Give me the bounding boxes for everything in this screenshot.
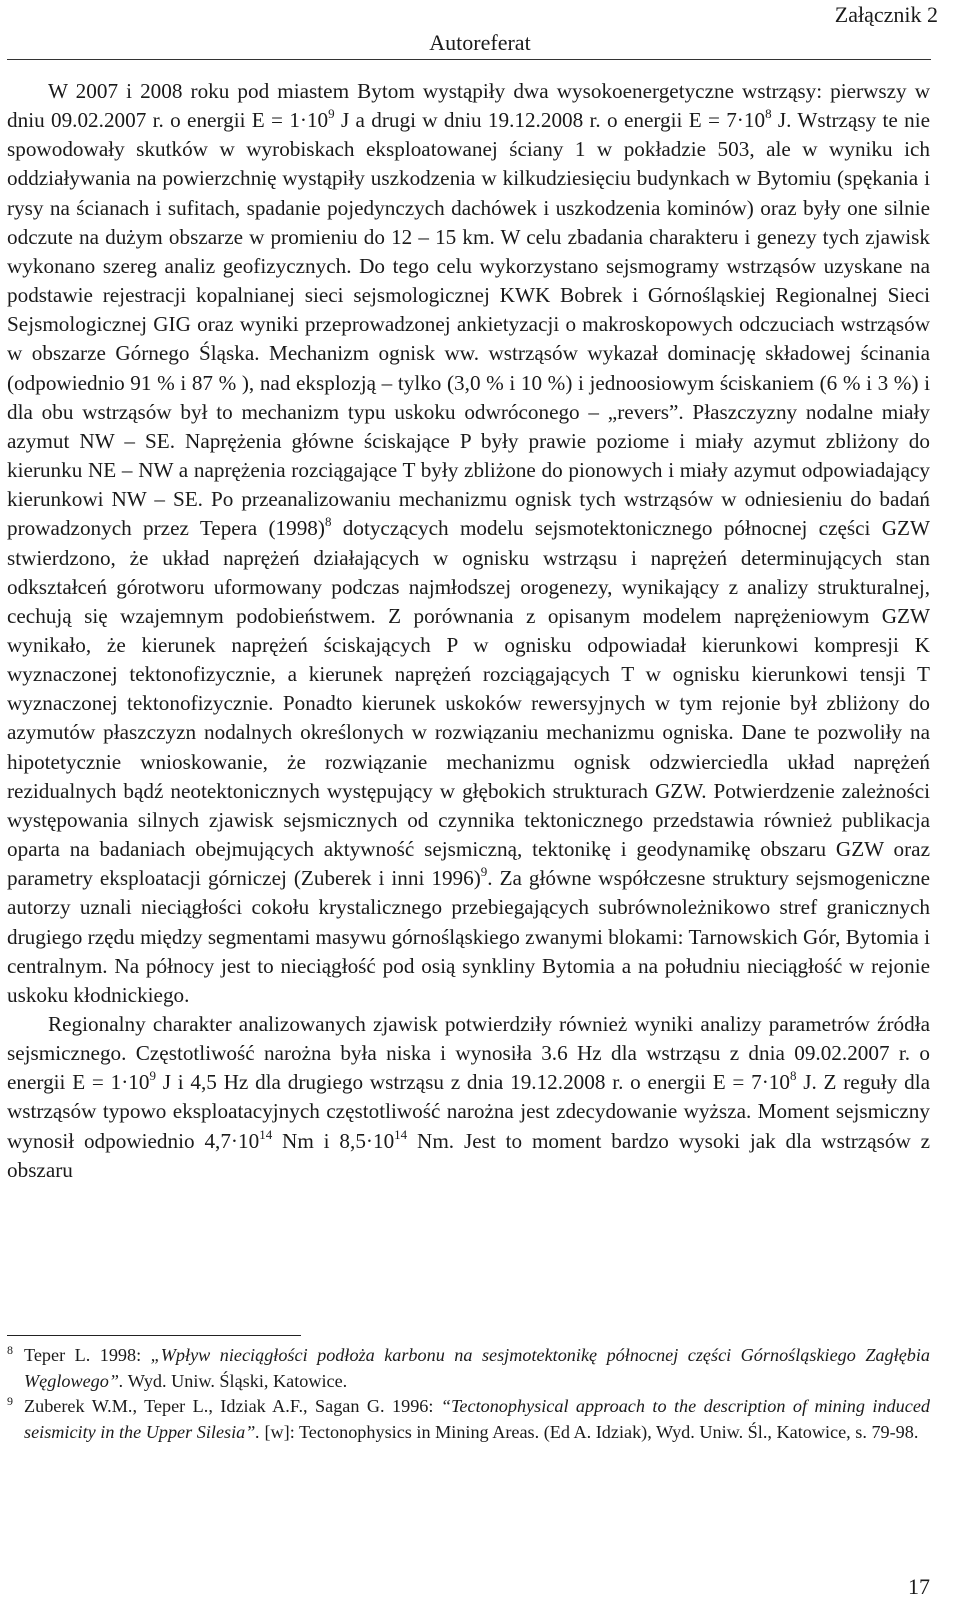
superscript: 14 (394, 1126, 408, 1142)
running-title: Autoreferat (429, 30, 531, 55)
footnote-separator (7, 1335, 301, 1336)
footnotes (7, 1343, 930, 1445)
page-number: 17 (908, 1574, 930, 1599)
superscript: 9 (328, 106, 335, 122)
header-rule (7, 59, 931, 60)
footnote-title: “Tectonophysical approach to the description of mining induced seismicity in the Upper Silesia”. (24, 1396, 930, 1442)
superscript: 14 (259, 1126, 273, 1142)
footnote-title: „Wpływ nieciągłości podłoża karbonu na sesjmotektonikę północnej części Górnośląskiego Zagłębia Węglowego”. (24, 1345, 931, 1391)
footnote: 9 Zuberek W.M., Teper L., Idziak A.F., Sagan G. 1996: “Tectonophysical approach to the description of mining induced seismicity in the Upper Silesia”. [w]: Tectonophysics in Mining Areas. (Ed A. Idziak), Wyd. Uniw. Śl., Katowice, s. 79-98. (7, 1394, 930, 1442)
attachment-label: Załącznik 2 (834, 2, 938, 27)
superscript: 8 (765, 106, 772, 122)
superscript: 9 (149, 1068, 156, 1084)
paragraph: W 2007 i 2008 roku pod miastem Bytom wystąpiły dwa wysokoenergetyczne wstrząsy: pierwszy w dniu 09.02.2007 r. o energii $E = 1\cdot 10^9$ J a drugi w dniu 19.12.2008 r. o energii $E = 7\cdot 10^8$ J. Wstrząsy te nie spowodowały skutków w wyrobiskach eksploatowanej ściany 1 w pokładzie 503, ale w wyniku ich oddziaływania na powierzchnię wystąpiły uszkodzenia w kilkudziesięciu budynkach w Bytomiu (spękania i rysy na ścianach i sufitach, spadanie pojedynczych dachówek i uszkodzenia kominów) oraz były one silnie odczute na dużym obszarze w promieniu do 12 – 15 km. W celu zbadania charakteru i genezy tych zjawisk wykonano szereg analiz geofizycznych. Do tego celu wykorzystano sejsmogramy wstrząsów uzyskane na podstawie rejestracji kopalnianej sieci sejsmologicznej KWK Bobrek i Górnośląskiej Regionalnej Sieci Sejsmologicznej GIG oraz wyniki przeprowadzonej ankietyzacji o makroskopowych odczuciach wstrząsów w obszarze Górnego Śląska. Mechanizm ognisk ww. wstrząsów wykazał dominację składowej ścinania (odpowiednio 91 % i 87 % ), nad eksplozją – tylko (3,0 % i 10 %) i jednoosiowym ściskaniem (6 % i 3 %) i dla obu wstrząsów był to mechanizm typu uskoku odwróconego – „revers”. Płaszczyzny nodalne miały azymut NW – SE. Naprężenia główne ściskające P były prawie poziome i miały azymut zbliżony do kierunku NE – NW a naprężenia rozciągające T były zbliżone do pionowych i miały azymut odpowiadający kierunkowi NW – SE. Po przeanalizowaniu mechanizmu ognisk tych wstrząsów w odniesieniu do badań prowadzonych przez Tepera $(1998)^8$ dotyczących modelu sejsmotektonicznego północnej części GZW stwierdzono, że układ naprężeń działających w ognisku wstrząsu i naprężeń determinujących stan odkształceń górotworu uformowany podczas najmłodszej orogenezy, wynikający z analizy strukturalnej, cechują się wzajemnym podobieństwem. Z porównania z opisanym modelem naprężeniowym GZW wynikało, że kierunek naprężeń ściskających P w ognisku odpowiadał kierunkowi kompresji K wyznaczonej tektonofizycznie, a kierunek naprężeń rozciągających T w ognisku kierunkowi tensji T wyznaczonej tektonofizycznie. Ponadto kierunek uskoków rewersyjnych w tym rejonie był zbliżony do azymutów płaszczyzn nodalnych określonych w rozwiązaniu mechanizmu ogniska. Dane te pozwoliły na hipotetycznie wnioskowanie, że rozwiązanie mechanizmu ognisk odzwierciedla układ naprężeń rezidualnych bądź neotektonicznych występujący w głębokich strukturach GZW. Potwierdzenie zależności występowania silnych zjawisk sejsmicznych od czynnika tektonicznego przedstawia również publikacja oparta na badaniach obejmujących aktywność sejsmiczną, tektonikę i geodynamikę obszaru GZW oraz parametry eksploatacji górniczej (Zuberek i inni 1996)$^9$. Za główne współczesne struktury sejsmogeniczne autorzy uznali nieciągłości cokołu krystalicznego przebiegających subrównoleżnikowo stref granicznych drugiego rzędu między segmentami masywu górnośląskiego zwanymi blokami: Tarnowskich Gór, Bytomia i centralnym. Na północy jest to nieciągłość pod osią synkliny Bytomia a na południu nieciągłość w rejonie uskoku kłodnickiego. (7, 79, 930, 1007)
superscript: 9 (480, 864, 488, 880)
body-text (7, 77, 930, 1185)
paragraph: Regionalny charakter analizowanych zjawisk potwierdziły również wyniki analizy parametrów źródła sejsmicznego. Częstotliwość narożna była niska i wynosiła 3.6 Hz dla wstrząsu z dnia 09.02.2007 r. o energii $E = 1\cdot 10^9$ J i 4,5 Hz dla drugiego wstrząsu z dnia 19.12.2008 r. o energii $E = 7\cdot 10^8$ J. Z reguły dla wstrząsów typowo eksploatacyjnych częstotliwość narożna jest zdecydowanie wyższa. Moment sejsmiczny wynosił odpowiednio $4,7\cdot 10^{14}$ Nm i $8,5\cdot 10^{14}$ Nm. Jest to moment bardzo wysoki jak dla wstrząsów z obszaru (7, 1012, 931, 1182)
footnote: 8 Teper L. 1998: „Wpływ nieciągłości podłoża karbonu na sesjmotektonikę północnej części Górnośląskiego Zagłębia Węglowego”. Wyd. Uniw. Śląski, Katowice. (7, 1343, 931, 1391)
superscript: 8 (324, 514, 332, 530)
superscript: 8 (789, 1068, 797, 1084)
